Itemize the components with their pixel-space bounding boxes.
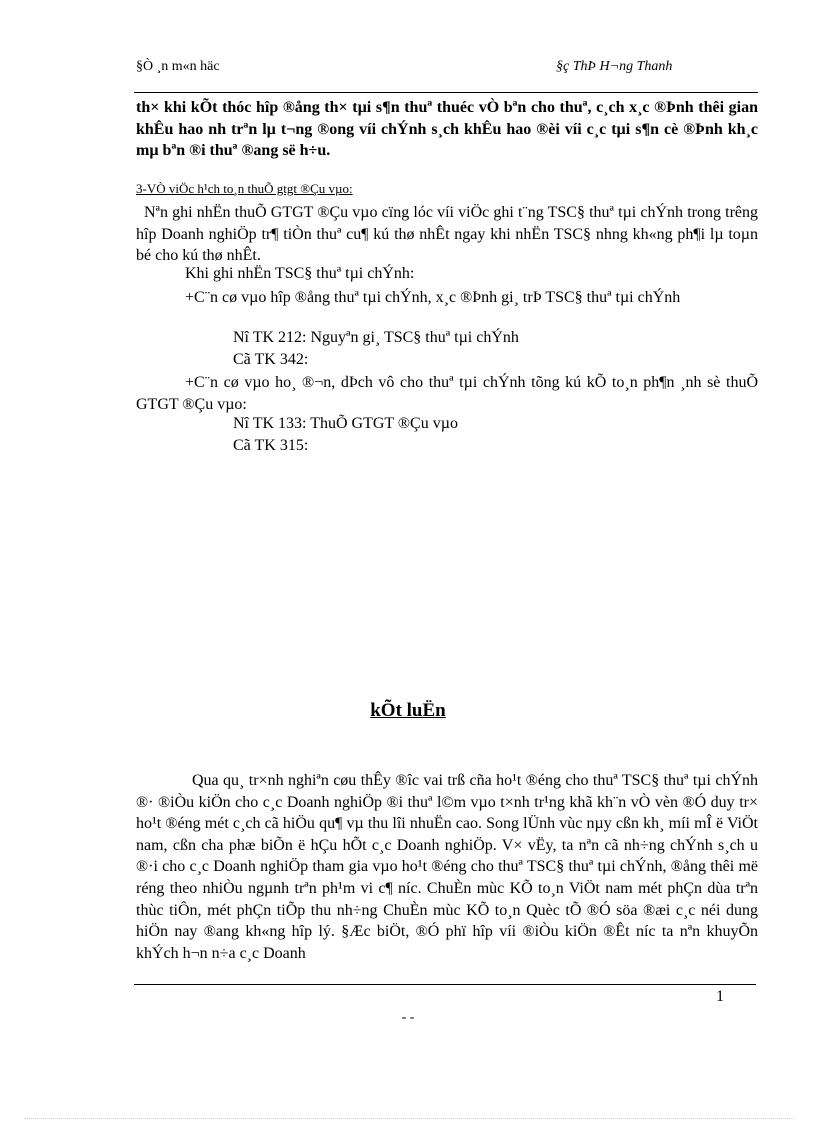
section-3-heading xyxy=(136,181,353,197)
header-course-title: §Ò ¸n m«n häc xyxy=(136,59,220,74)
conclusion-heading xyxy=(0,700,816,722)
case-intro: Khi ghi nhËn TSC§ thuª tµi chÝnh: xyxy=(185,265,415,282)
case-2-text: +C¨n cø vµo ho¸ ®¬n, dÞch vô cho thuª tµi chÝnh tõng kú kÕ to¸n ph¶n ¸nh sè thuÕ GTGT ®Çu vµo: xyxy=(136,374,758,413)
footer-divider xyxy=(134,984,756,985)
entry-1-credit: Cã TK 342: xyxy=(233,351,309,368)
section-3-title: 3-VÒ viÖc h¹ch to¸n thuÕ gtgt ®Çu vµo: xyxy=(136,181,353,196)
conclusion-paragraph: Qua qu¸ tr×nh nghiªn cøu thÊy ®îc vai trß cña ho¹t ®éng cho thuª TSC§ thuª tµi chÝnh ®· ®iÒu kiÖn cho c¸c Doanh nghiÖp ®i thuª l©m vµo t×nh tr¹ng khã kh¨n vÒ vèn ®Ó duy tr× ho¹t ®éng mét c¸ch cã hiÖu qu¶ vµ thu lîi nhuËn cao. Song lÜnh vùc nµy cßn kh¸ míi mÎ ë ViÖt nam, cßn cha phæ biÕn ë hÇu hÕt c¸c Doanh nghiÖp. V× vËy, ta nªn cã nh÷ng chÝnh s¸ch u ®·i cho c¸c Doanh nghiÖp tham gia vµo ho¹t ®éng cho thuª TSC§ thuª tµi chÝnh, ®ång thêi më réng theo nhiÒu ngµnh trªn ph¹m vi c¶ níc. ChuÈn mùc KÕ to¸n ViÖt nam mét phÇn dùa trªn thùc tiÔn, mét phÇn tiÕp thu nh÷ng ChuÈn mùc KÕ to¸n Quèc tÕ ®Ó söa ®æi c¸c néi dung hiÖn nay ®ang kh«ng hîp lý. §Æc biÖt, ®Ó phï hîp víi ®iÒu kiÖn ®Êt níc ta nªn khuyÕn khÝch h¬n n÷a c¸c Doanh xyxy=(136,772,758,962)
header-divider xyxy=(134,92,758,93)
entry-2-credit: Cã TK 315: xyxy=(233,437,309,454)
conclusion-title: kÕt luËn xyxy=(370,700,446,721)
intro-paragraph: th× khi kÕt thóc hîp ®ång th× tµi s¶n thuª thuéc vÒ bªn cho thuª, c¸ch x¸c ®Þnh thêi gian khÊu hao nh trªn lµ t¬ng ®ong víi chÝnh s¸ch khÊu hao ®èi víi c¸c tµi s¶n cè ®Þnh kh¸c mµ bªn ®i thuª ®ang së h÷u. xyxy=(136,99,758,160)
footer-dash: - - xyxy=(401,1010,415,1025)
page-number: 1 xyxy=(716,988,724,1005)
page-bottom-edge xyxy=(24,1118,794,1119)
entry-2-debit: Nî TK 133: ThuÕ GTGT ®Çu vµo xyxy=(233,415,458,432)
case-1-text: +C¨n cø vµo hîp ®ång thuª tµi chÝnh, x¸c ®Þnh gi¸ trÞ TSC§ thuª tµi chÝnh xyxy=(185,289,681,306)
header-author-name: §ç ThÞ H¬ng Thanh xyxy=(556,59,673,74)
entry-1-debit: Nî TK 212: Nguyªn gi¸ TSC§ thuª tµi chÝnh xyxy=(233,329,519,346)
section-3-paragraph: Nªn ghi nhËn thuÕ GTGT ®Çu vµo cïng lóc víi viÖc ghi t¨ng TSC§ thuª tµi chÝnh trong trêng hîp Doanh nghiÖp tr¶ tiÒn thuª cu¶ kú thø nhÊt ngay khi nhËn TSC§ nhng kh«ng ph¶i lµ toµn bé cho kú thø nhÊt. xyxy=(136,204,758,265)
